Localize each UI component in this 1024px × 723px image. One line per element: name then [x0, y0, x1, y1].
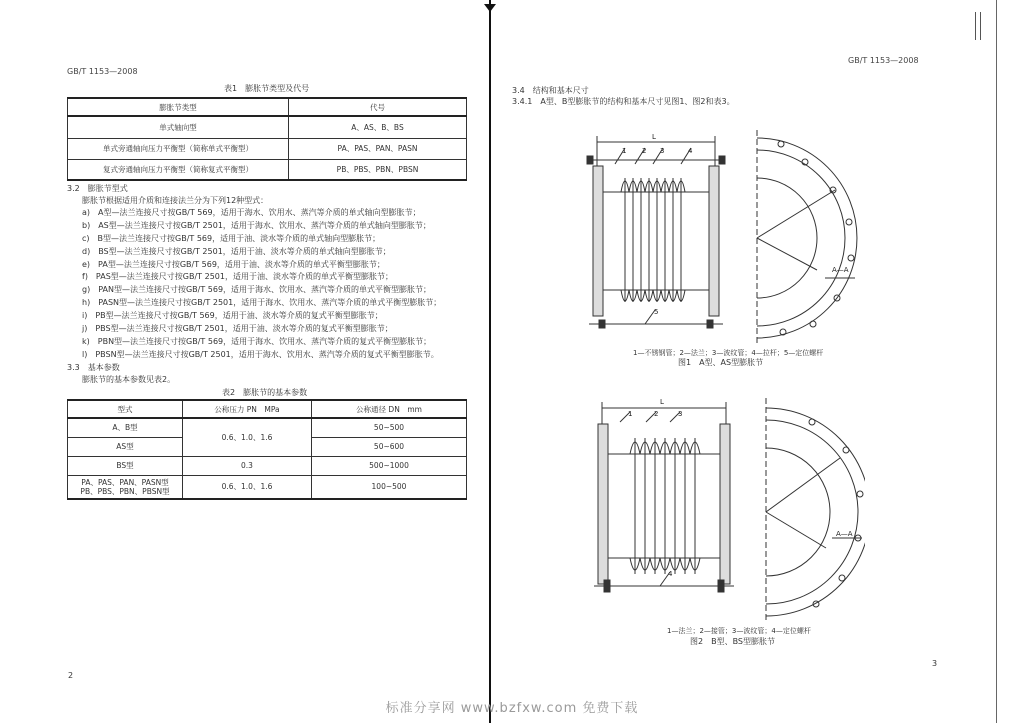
list-item: l) PBSN型—法兰连接尺寸按GB/T 2501，适用于海水、饮用水、蒸汽等介质的复式平衡型膨胀节。: [82, 349, 439, 359]
table-row: [68, 116, 467, 138]
right-page-edge: [996, 0, 997, 723]
list-item: j) PBS型—法兰连接尺寸按GB/T 2501，适用于油、淡水等介质的复式平衡型膨胀节；: [82, 324, 393, 334]
table1-col1-header: 膨胀节类型: [68, 98, 289, 116]
table2-cell: 0.6、1.0、1.6: [183, 475, 312, 499]
table2-cell: 0.3: [183, 456, 312, 475]
figure2-label: 1: [628, 410, 633, 418]
section-3-2-list: [82, 208, 441, 363]
table1-title: 表1 膨胀节类型及代号: [224, 84, 310, 93]
table-row: [68, 456, 467, 475]
table-row: [68, 159, 467, 180]
list-item: f) PAS型—法兰连接尺寸按GB/T 2501，适用于油、淡水等介质的单式平衡型膨胀节；: [82, 272, 393, 282]
figure1-label: 1: [622, 147, 627, 155]
figure2-drawing: [590, 398, 865, 623]
figure2-caption: 图2 B型、BS型膨胀节: [690, 637, 776, 646]
table2-title: 表2 膨胀节的基本参数: [222, 388, 308, 397]
table2-cell: BS型: [68, 456, 183, 475]
figure1-label: 2: [642, 147, 647, 155]
watermark-text: 标准分享网 www.bzfxw.com 免费下载: [385, 701, 639, 716]
table1: [67, 97, 467, 181]
figure2-legend: 1—法兰；2—接管；3—波纹管；4—定位螺杆: [667, 627, 811, 635]
list-item: k) PBN型—法兰连接尺寸按GB/T 569，适用于海水、饮用水、蒸汽等介质的复式平衡型膨胀节；: [82, 336, 432, 346]
table1-col2-header: 代号: [289, 98, 467, 116]
figure1-legend: 1—不锈钢管；2—法兰；3—波纹管；4—拉杆；5—定位螺杆: [633, 349, 824, 357]
list-item: g) PAN型—法兰连接尺寸按GB/T 569，适用于海水、饮用水、蒸汽等介质的单式平衡型膨胀节；: [82, 285, 432, 295]
figure1-label: 4: [688, 147, 693, 155]
section-3-4-heading: 3.4 结构和基本尺寸: [512, 86, 589, 95]
list-item: c) B型—法兰连接尺寸按GB/T 569，适用于油、淡水等介质的单式轴向型膨胀节；: [82, 233, 381, 243]
figure1-label-L: L: [652, 133, 656, 141]
list-item: d) BS型—法兰连接尺寸按GB/T 2501，适用于油、淡水等介质的单式轴向型膨胀节；: [82, 246, 391, 256]
table2-col2-header: 公称压力 PN MPa: [183, 400, 312, 418]
table1-cell: 单式旁通轴向压力平衡型（简称单式平衡型）: [68, 138, 289, 159]
table2: [67, 399, 467, 500]
edge-mark: [975, 12, 981, 40]
table1-cell: 复式旁通轴向压力平衡型（简称复式平衡型）: [68, 159, 289, 180]
figure2-label-section: A—A: [836, 530, 853, 538]
section-3-4-1-text: 3.4.1 A型、B型膨胀节的结构和基本尺寸见图1、图2和表3。: [512, 97, 735, 106]
section-3-2-heading: 3.2 膨胀节型式: [67, 184, 128, 193]
figure1-drawing: [585, 130, 860, 345]
section-3-2-intro: 膨胀节根据适用介质和连接法兰分为下列12种型式：: [82, 196, 269, 205]
figure1-label: 5: [654, 308, 659, 316]
section-3-3-heading: 3.3 基本参数: [67, 363, 120, 372]
figure2-label: 2: [654, 410, 659, 418]
table2-cell: 50~600: [312, 437, 467, 456]
table1-cell: PA、PAS、PAN、PASN: [289, 138, 467, 159]
list-item: i) PB型—法兰连接尺寸按GB/T 569，适用于油、淡水等介质的复式平衡型膨胀节；: [82, 311, 383, 321]
list-item: b) AS型—法兰连接尺寸按GB/T 2501，适用于海水、饮用水、蒸汽等介质的单式轴向型膨胀节；: [82, 220, 431, 230]
left-page-header: GB/T 1153—2008: [67, 67, 138, 76]
list-item: e) PA型—法兰连接尺寸按GB/T 569，适用于油、淡水等介质的单式平衡型膨胀节；: [82, 259, 385, 269]
table2-cell: 50~500: [312, 418, 467, 437]
figure1-label: 3: [660, 147, 665, 155]
table2-cell: 0.6、1.0、1.6: [183, 418, 312, 456]
figure2-label: 4: [668, 570, 673, 578]
table2-cell: PA、PAS、PAN、PASN型 PB、PBS、PBN、PBSN型: [68, 475, 183, 499]
table-row: [68, 475, 467, 499]
table2-cell: 100~500: [312, 475, 467, 499]
table1-cell: A、AS、B、BS: [289, 116, 467, 138]
figure2-label: 3: [678, 410, 683, 418]
list-item: h) PASN型—法兰连接尺寸按GB/T 2501，适用于海水、饮用水、蒸汽等介质的单式平衡型膨胀节；: [82, 298, 442, 308]
fold-marker: [484, 4, 496, 12]
table2-cell: AS型: [68, 437, 183, 456]
table2-cell: 500~1000: [312, 456, 467, 475]
table1-cell: PB、PBS、PBN、PBSN: [289, 159, 467, 180]
right-page-number: 3: [932, 659, 938, 668]
section-3-3-intro: 膨胀节的基本参数见表2。: [82, 375, 176, 384]
right-page-header: GB/T 1153—2008: [848, 56, 919, 65]
figure2-label-L: L: [660, 398, 664, 406]
page-fold-line: [489, 0, 491, 723]
table-row: [68, 418, 467, 437]
table1-cell: 单式轴向型: [68, 116, 289, 138]
figure1-label-section: A—A: [832, 266, 849, 274]
table2-col1-header: 型式: [68, 400, 183, 418]
figure1-caption: 图1 A型、AS型膨胀节: [678, 358, 764, 367]
list-item: a) A型—法兰连接尺寸按GB/T 569，适用于海水、饮用水、蒸汽等介质的单式轴向型膨胀节；: [82, 208, 421, 217]
table2-col3-header: 公称通径 DN mm: [312, 400, 467, 418]
left-page-number: 2: [68, 671, 74, 680]
table2-cell: A、B型: [68, 418, 183, 437]
table-row: [68, 138, 467, 159]
